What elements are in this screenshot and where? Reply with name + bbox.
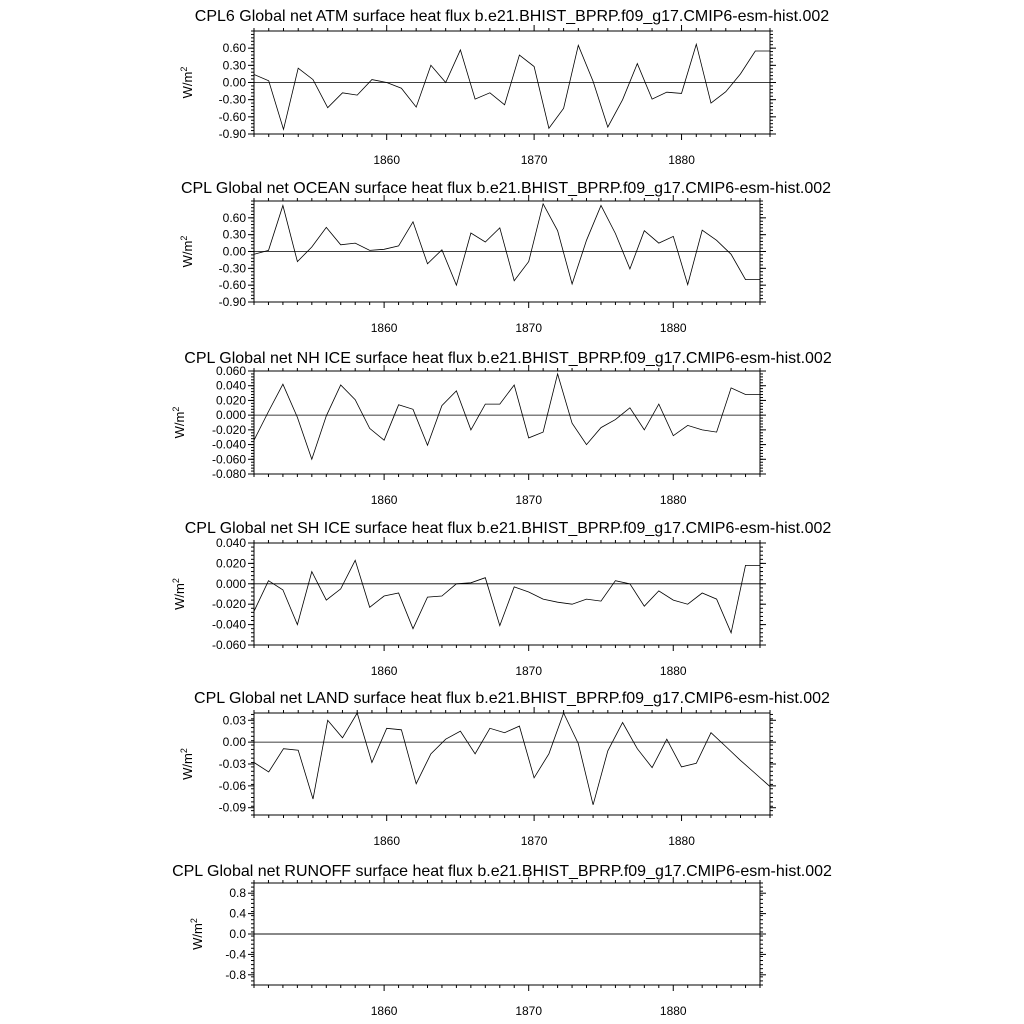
y-tick-label: -0.040 (211, 617, 246, 632)
y-tick-label: -0.06 (218, 778, 246, 793)
y-tick-label: 0.30 (222, 227, 246, 242)
y-axis-label-superscript: 2 (179, 66, 189, 72)
y-tick-label: 0.00 (222, 244, 246, 259)
y-axis-label: $W/m^2$ (171, 578, 187, 610)
series-line (254, 560, 760, 633)
x-tick-label: 1860 (373, 834, 401, 848)
y-tick-label: -0.60 (218, 109, 246, 124)
x-tick-label: 1860 (370, 1004, 398, 1018)
y-axis-label: $W/m^2$ (171, 406, 187, 439)
y-tick-label: 0.4 (229, 906, 246, 921)
x-tick-label: 1860 (373, 153, 401, 167)
y-tick-label: -0.020 (211, 422, 246, 437)
y-axis-label-superscript: 2 (179, 235, 189, 241)
y-axis-label-superscript: 2 (171, 406, 181, 412)
y-tick-label: 0.040 (215, 378, 246, 393)
y-tick-label: 0.060 (215, 364, 246, 378)
y-tick-label: 0.020 (215, 393, 246, 408)
x-tick-label: 1880 (659, 493, 687, 507)
y-axis-label: $W/m^2$ (179, 235, 195, 268)
y-tick-label: -0.90 (218, 295, 246, 309)
panel-title: CPL Global net RUNOFF surface heat flux b.e21.BHIST_BPRP.f09_g17.CMIP6-esm-hist.002 (172, 863, 832, 880)
series-line (254, 713, 770, 805)
panel-3 (171, 350, 832, 507)
y-tick-label: 0.60 (222, 210, 246, 225)
series-line (254, 44, 770, 129)
y-axis-label: $W/m^2$ (189, 918, 205, 950)
x-tick-label: 1880 (659, 321, 687, 335)
y-tick-label: -0.020 (211, 597, 246, 612)
panel-5 (179, 690, 830, 848)
y-tick-label: -0.8 (225, 967, 246, 982)
plot-frame (254, 371, 760, 474)
x-tick-label: 1880 (668, 153, 695, 167)
x-tick-label: 1880 (659, 664, 687, 678)
y-tick-label: 0.60 (222, 41, 246, 56)
panel-6 (172, 863, 832, 1018)
y-tick-label: -0.03 (218, 757, 246, 771)
y-tick-label: 0.8 (229, 886, 246, 901)
x-tick-label: 1870 (515, 321, 543, 335)
y-tick-label: -0.040 (211, 437, 246, 452)
y-axis-label: $W/m^2$ (179, 748, 195, 780)
plot-frame (254, 543, 760, 645)
y-axis-label: $W/m^2$ (179, 66, 195, 99)
y-tick-label: -0.60 (218, 278, 246, 293)
x-tick-label: 1870 (515, 664, 543, 678)
y-tick-label: 0.000 (215, 576, 246, 591)
panel-title: CPL Global net NH ICE surface heat flux b.e21.BHIST_BPRP.f09_g17.CMIP6-esm-hist.002 (184, 350, 832, 367)
y-tick-label: 0.00 (222, 735, 246, 750)
y-axis-label-superscript: 2 (179, 748, 189, 754)
y-tick-label: 0.000 (215, 408, 246, 423)
panel-title: CPL Global net SH ICE surface heat flux b.e21.BHIST_BPRP.f09_g17.CMIP6-esm-hist.002 (184, 520, 832, 537)
y-axis-label-superscript: 2 (171, 578, 181, 584)
y-tick-label: -0.09 (218, 800, 246, 815)
x-tick-label: 1880 (659, 1004, 687, 1018)
y-tick-label: -0.30 (218, 261, 246, 276)
y-tick-label: -0.060 (211, 638, 246, 652)
panel-title: CPL Global net LAND surface heat flux b.e21.BHIST_BPRP.f09_g17.CMIP6-esm-hist.002 (194, 690, 830, 707)
x-tick-label: 1870 (520, 834, 548, 848)
y-tick-label: 0.03 (222, 713, 246, 728)
panel-title: CPL Global net OCEAN surface heat flux b.e21.BHIST_BPRP.f09_g17.CMIP6-esm-hist.002 (180, 180, 832, 197)
y-tick-label: 0.020 (215, 556, 246, 571)
y-tick-label: 0.00 (222, 75, 246, 90)
y-tick-label: 0.30 (222, 58, 246, 73)
x-tick-label: 1870 (515, 1004, 543, 1018)
y-tick-label: -0.4 (225, 947, 246, 962)
panel-title: CPL6 Global net ATM surface heat flux b.e21.BHIST_BPRP.f09_g17.CMIP6-esm-hist.002 (194, 8, 830, 25)
y-tick-label: -0.060 (211, 452, 246, 467)
panel-2 (179, 180, 831, 335)
y-tick-label: -0.080 (211, 467, 246, 481)
y-axis-label-superscript: 2 (189, 918, 199, 924)
panel-4 (171, 520, 831, 678)
x-tick-label: 1880 (668, 834, 695, 848)
y-tick-label: -0.30 (218, 92, 246, 107)
y-tick-label: -0.90 (218, 127, 246, 141)
x-tick-label: 1860 (370, 664, 398, 678)
panel-1 (179, 8, 829, 167)
series-line (254, 374, 760, 459)
x-tick-label: 1860 (370, 493, 398, 507)
x-tick-label: 1860 (370, 321, 398, 335)
y-tick-label: 0.040 (215, 536, 246, 550)
series-line (254, 204, 760, 285)
x-tick-label: 1870 (515, 493, 543, 507)
y-tick-label: 0.0 (229, 927, 246, 941)
x-tick-label: 1870 (520, 153, 548, 167)
